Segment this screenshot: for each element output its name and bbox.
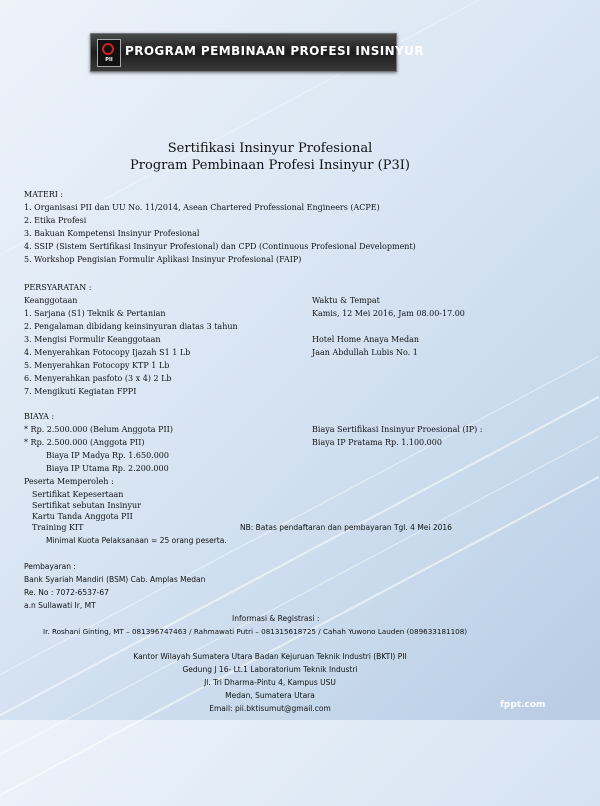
- peserta-heading: Peserta Memperoleh :: [24, 477, 114, 486]
- materi-item: 4. SSIP (Sistem Sertifikasi Insinyur Profesional) dan CPD (Continuous Profesional Development): [24, 242, 416, 251]
- pii-logo: PII: [97, 39, 121, 67]
- office-street: Jl. Tri Dharma-Pintu 4, Kampus USU: [204, 678, 336, 687]
- account-holder: a.n Sullawati Ir, MT: [24, 601, 96, 610]
- materi-item: 1. Organisasi PII dan UU No. 11/2014, Asean Chartered Professional Engineers (ACPE): [24, 203, 380, 212]
- event-address: Jaan Abdullah Lubis No. 1: [312, 348, 418, 357]
- materi-item: 5. Workshop Pengisian Formulir Aplikasi Insinyur Profesional (FAIP): [24, 255, 302, 264]
- materi-item: 2. Etika Profesi: [24, 216, 87, 225]
- requirement-item: 1. Sarjana (S1) Teknik & Pertanian: [24, 309, 166, 318]
- pembayaran-heading: Pembayaran :: [24, 562, 76, 571]
- biaya-item: * Rp. 2.500.000 (Belum Anggota PII): [24, 425, 173, 434]
- requirement-item: 4. Menyerahkan Fotocopy Ijazah S1 1 Lb: [24, 348, 191, 357]
- office-email: Email: pii.bktisumut@gmail.com: [209, 704, 331, 713]
- peserta-item: Sertifikat Kepesertaan: [32, 490, 124, 499]
- office-building: Gedung J 16- Lt.1 Laboratorium Teknik Industri: [182, 665, 358, 674]
- requirement-item: 5. Menyerahkan Fotocopy KTP 1 Lb: [24, 361, 170, 370]
- keanggotaan-heading: Keanggotaan: [24, 296, 78, 305]
- event-venue: Hotel Home Anaya Medan: [312, 335, 419, 344]
- account-number: Re. No : 7072-6537-67: [24, 588, 109, 597]
- office-name: Kantor Wilayah Sumatera Utara Badan Kejuruan Teknik Industri (BKTI) PII: [133, 652, 407, 661]
- banner-title: PROGRAM PEMBINAAN PROFESI INSINYUR: [125, 44, 424, 58]
- persyaratan-heading: PERSYARATAN :: [24, 283, 92, 292]
- office-city: Medan, Sumatera Utara: [225, 691, 315, 700]
- materi-heading: MATERI :: [24, 190, 64, 199]
- minimum-quota-note: Minimal Kuota Pelaksanaan = 25 orang peserta.: [46, 536, 227, 545]
- biaya-sertifikasi-heading: Biaya Sertifikasi Insinyur Proesional (IP) :: [312, 425, 483, 434]
- biaya-ip-madya: Biaya IP Madya Rp. 1.650.000: [46, 451, 169, 460]
- document-title: Sertifikasi Insinyur Profesional: [167, 141, 373, 156]
- materi-item: 3. Bakuan Kompetensi Insinyur Profesional: [24, 229, 200, 238]
- requirement-item: 6. Menyerahkan pasfoto (3 x 4) 2 Lb: [24, 374, 172, 383]
- waktu-tempat-heading: Waktu & Tempat: [312, 296, 380, 305]
- requirement-item: 2. Pengalaman dibidang keinsinyuran diatas 3 tahun: [24, 322, 238, 331]
- peserta-item: Training KIT: [32, 523, 84, 532]
- informasi-heading: Informasi & Registrasi :: [232, 614, 320, 623]
- biaya-ip-utama: Biaya IP Utama Rp. 2.200.000: [46, 464, 169, 473]
- biaya-item: * Rp. 2.500.000 (Anggota PII): [24, 438, 145, 447]
- peserta-item: Kartu Tanda Anggota PII: [32, 512, 133, 521]
- contact-persons: Ir. Roshani Ginting, MT – 081396747463 / Rahmawati Putri – 081315618725 / Cahah Yuwono Lauden (089633181108): [43, 627, 468, 636]
- requirement-item: 3. Mengisi Formulir Keanggotaan: [24, 335, 161, 344]
- document-subtitle: Program Pembinaan Profesi Insinyur (P3I): [130, 158, 410, 173]
- registration-deadline-note: NB: Batas pendaftaran dan pembayaran Tgl. 4 Mei 2016: [240, 523, 452, 532]
- program-banner: [90, 33, 424, 72]
- watermark: fppt.com: [500, 700, 546, 710]
- bank-name: Bank Syariah Mandiri (BSM) Cab. Amplas Medan: [24, 575, 206, 584]
- biaya-ip-pratama: Biaya IP Pratama Rp. 1.100.000: [312, 438, 442, 447]
- peserta-item: Sertifikat sebutan Insinyur: [32, 501, 141, 510]
- biaya-heading: BIAYA :: [24, 412, 55, 421]
- requirement-item: 7. Mengikuti Kegiatan FPPI: [24, 387, 137, 396]
- event-datetime: Kamis, 12 Mei 2016, Jam 08.00-17.00: [312, 309, 465, 318]
